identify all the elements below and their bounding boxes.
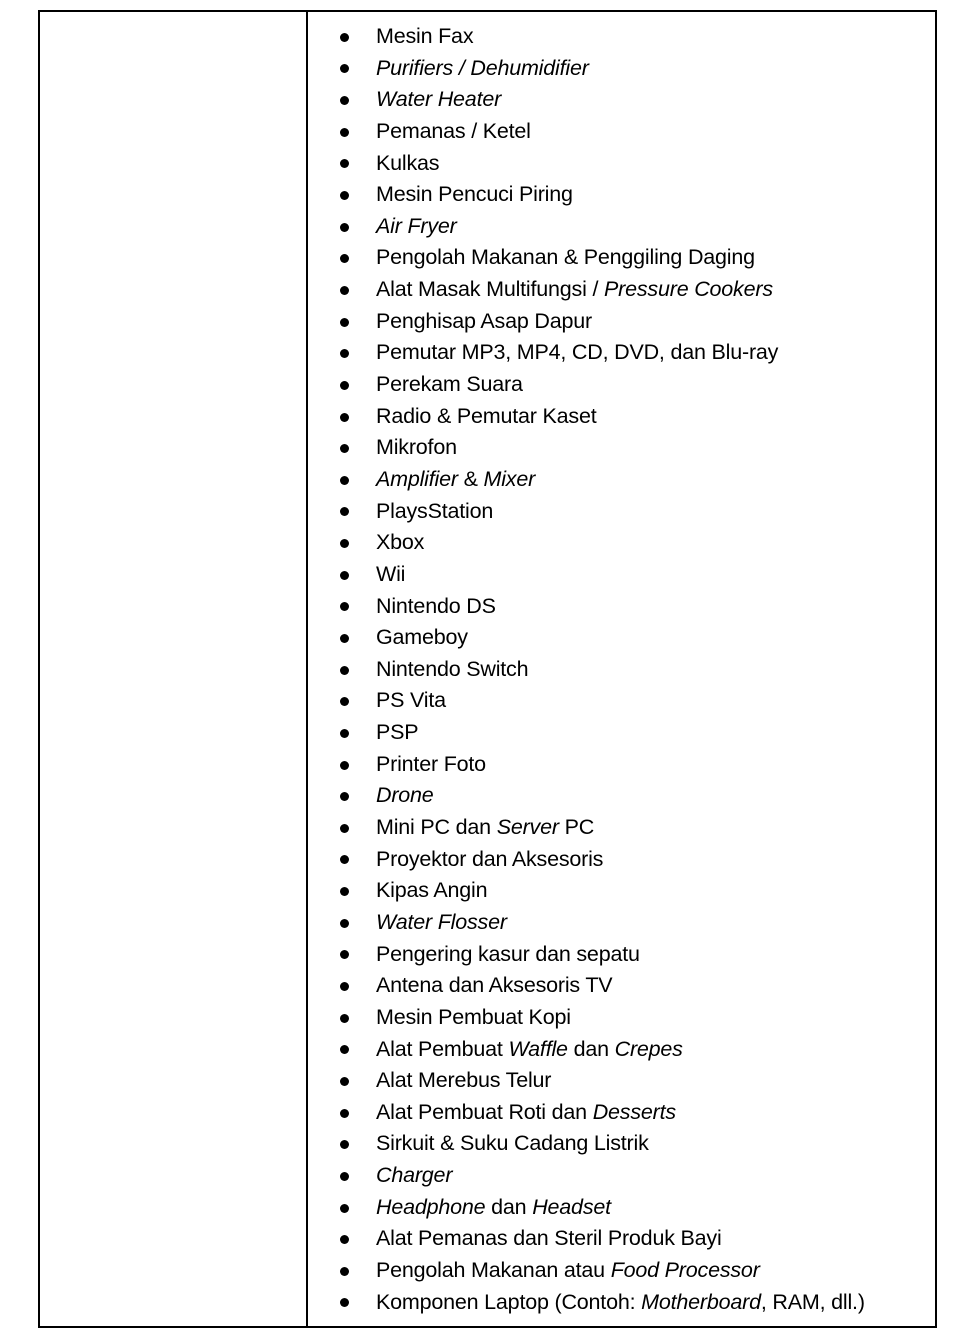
bullet-icon bbox=[340, 919, 349, 928]
list-item bbox=[308, 306, 935, 338]
item-text-italic: Pressure Cookers bbox=[604, 277, 773, 302]
list-item bbox=[308, 1255, 935, 1287]
bullet-icon bbox=[340, 381, 349, 390]
bullet-icon bbox=[340, 96, 349, 105]
list-item bbox=[308, 337, 935, 369]
bullet-icon bbox=[340, 286, 349, 295]
bullet-icon bbox=[340, 444, 349, 453]
list-item bbox=[308, 875, 935, 907]
bullet-icon bbox=[340, 64, 349, 73]
item-text: Komponen Laptop (Contoh: bbox=[376, 1289, 642, 1314]
item-text-italic: Amplifier bbox=[376, 466, 458, 491]
bullet-icon bbox=[340, 1109, 349, 1118]
list-item bbox=[308, 1128, 935, 1160]
table-left-cell bbox=[40, 12, 308, 1326]
bullet-icon bbox=[340, 1235, 349, 1244]
item-text: Sirkuit & Suku Cadang Listrik bbox=[376, 1131, 649, 1156]
list-item bbox=[308, 211, 935, 243]
item-text: dan bbox=[567, 1036, 615, 1061]
bullet-icon bbox=[340, 824, 349, 833]
list-item bbox=[308, 274, 935, 306]
list-item bbox=[308, 527, 935, 559]
list-item bbox=[308, 242, 935, 274]
item-text: Kulkas bbox=[376, 150, 440, 175]
bullet-icon bbox=[340, 159, 349, 168]
item-text: Gameboy bbox=[376, 625, 468, 650]
item-text: Alat Pembuat Roti dan bbox=[376, 1099, 593, 1124]
list-item bbox=[308, 780, 935, 812]
bullet-icon bbox=[340, 761, 349, 770]
list-item bbox=[308, 1192, 935, 1224]
list-item bbox=[308, 432, 935, 464]
list-item bbox=[308, 1097, 935, 1129]
list-item bbox=[308, 907, 935, 939]
bullet-icon bbox=[340, 950, 349, 959]
bullet-icon bbox=[340, 191, 349, 200]
bullet-icon bbox=[340, 602, 349, 611]
list-item bbox=[308, 401, 935, 433]
item-text: Kipas Angin bbox=[376, 878, 488, 903]
item-text: Proyektor dan Aksesoris bbox=[376, 846, 604, 871]
list-item bbox=[308, 496, 935, 528]
item-text-italic: Waffle bbox=[508, 1036, 568, 1061]
item-text: Antena dan Aksesoris TV bbox=[376, 973, 613, 998]
bullet-icon bbox=[340, 634, 349, 643]
bullet-icon bbox=[340, 982, 349, 991]
item-text: Mikrofon bbox=[376, 435, 457, 460]
item-text-italic: Water Flosser bbox=[376, 909, 507, 934]
item-text: PC bbox=[558, 815, 595, 840]
item-text: Mini PC dan bbox=[376, 815, 497, 840]
list-item bbox=[308, 1002, 935, 1034]
list-item bbox=[308, 591, 935, 623]
bullet-icon bbox=[340, 729, 349, 738]
item-text: Mesin Fax bbox=[376, 24, 474, 48]
table-right-cell bbox=[308, 12, 935, 1326]
bullet-icon bbox=[340, 318, 349, 327]
list-item bbox=[308, 622, 935, 654]
item-text: Xbox bbox=[376, 530, 425, 555]
list-item bbox=[308, 559, 935, 591]
product-category-table bbox=[38, 10, 937, 1328]
list-item bbox=[308, 654, 935, 686]
list-item bbox=[308, 53, 935, 85]
item-text: Alat Masak Multifungsi / bbox=[376, 277, 605, 302]
item-text: Perekam Suara bbox=[376, 372, 523, 397]
item-text: Radio & Pemutar Kaset bbox=[376, 403, 597, 428]
item-text: Mesin Pembuat Kopi bbox=[376, 1004, 571, 1029]
bullet-icon bbox=[340, 666, 349, 675]
item-text-italic: Desserts bbox=[592, 1099, 676, 1124]
item-text: PlaysStation bbox=[376, 498, 494, 523]
list-item bbox=[308, 749, 935, 781]
item-text: Wii bbox=[376, 561, 406, 586]
list-item bbox=[308, 116, 935, 148]
list-item bbox=[308, 148, 935, 180]
list-item bbox=[308, 1160, 935, 1192]
item-text: Printer Foto bbox=[376, 751, 486, 776]
list-item bbox=[308, 685, 935, 717]
item-text: Pengolah Makanan atau bbox=[376, 1257, 611, 1282]
bullet-icon bbox=[340, 571, 349, 580]
bullet-icon bbox=[340, 349, 349, 358]
item-text: PS Vita bbox=[376, 688, 446, 713]
list-item bbox=[308, 970, 935, 1002]
item-text: Alat Pembuat bbox=[376, 1036, 509, 1061]
item-text-italic: Headphone bbox=[376, 1194, 486, 1219]
item-text-italic: Mixer bbox=[483, 466, 536, 491]
bullet-icon bbox=[340, 855, 349, 864]
bullet-icon bbox=[340, 539, 349, 548]
item-text: dan bbox=[485, 1194, 533, 1219]
bullet-icon bbox=[340, 413, 349, 422]
item-text: , RAM, dll.) bbox=[760, 1289, 865, 1314]
item-text-italic: Drone bbox=[376, 783, 434, 808]
list-item bbox=[308, 1287, 935, 1319]
item-text-italic: Server bbox=[496, 815, 559, 840]
item-text-italic: Motherboard bbox=[641, 1289, 761, 1314]
list-item bbox=[308, 179, 935, 211]
list-item bbox=[308, 717, 935, 749]
bullet-icon bbox=[340, 1204, 349, 1213]
list-item bbox=[308, 844, 935, 876]
bullet-icon bbox=[340, 887, 349, 896]
bullet-icon bbox=[340, 128, 349, 137]
bullet-icon bbox=[340, 254, 349, 263]
bullet-icon bbox=[340, 1140, 349, 1149]
bullet-icon bbox=[340, 1014, 349, 1023]
item-text-italic: Water Heater bbox=[376, 87, 502, 112]
item-text: Pemutar MP3, MP4, CD, DVD, dan Blu-ray bbox=[376, 340, 779, 365]
item-text: Mesin Pencuci Piring bbox=[376, 182, 573, 207]
list-item bbox=[308, 812, 935, 844]
bullet-icon bbox=[340, 1298, 349, 1307]
bullet-icon bbox=[340, 507, 349, 516]
bullet-icon bbox=[340, 1172, 349, 1181]
list-item bbox=[308, 1223, 935, 1255]
item-text: Penghisap Asap Dapur bbox=[376, 308, 592, 333]
item-text-italic: Purifiers / Dehumidifier bbox=[376, 55, 589, 80]
item-text-italic: Food Processor bbox=[610, 1257, 760, 1282]
bullet-icon bbox=[340, 223, 349, 232]
item-text: Pemanas / Ketel bbox=[376, 118, 531, 143]
item-text-italic: Air Fryer bbox=[376, 213, 457, 238]
item-text: & bbox=[457, 466, 484, 491]
item-text-italic: Charger bbox=[376, 1163, 453, 1188]
list-item bbox=[308, 369, 935, 401]
item-text: Alat Pemanas dan Steril Produk Bayi bbox=[376, 1226, 722, 1251]
bullet-icon bbox=[340, 1267, 349, 1276]
list-item bbox=[308, 21, 935, 53]
item-text: Pengolah Makanan & Penggiling Daging bbox=[376, 245, 755, 270]
list-item bbox=[308, 1065, 935, 1097]
list-item bbox=[308, 1034, 935, 1066]
list-item bbox=[308, 84, 935, 116]
list-item bbox=[308, 464, 935, 496]
item-text-italic: Crepes bbox=[614, 1036, 683, 1061]
bullet-icon bbox=[340, 33, 349, 42]
bullet-icon bbox=[340, 697, 349, 706]
item-text-italic: Headset bbox=[532, 1194, 611, 1219]
bullet-icon bbox=[340, 476, 349, 485]
bullet-icon bbox=[340, 1077, 349, 1086]
item-text: Alat Merebus Telur bbox=[376, 1068, 552, 1093]
item-text: Pengering kasur dan sepatu bbox=[376, 941, 640, 966]
bullet-icon bbox=[340, 792, 349, 801]
list-item bbox=[308, 939, 935, 971]
bulleted-item-list bbox=[308, 21, 935, 1318]
bullet-icon bbox=[340, 1045, 349, 1054]
item-text: Nintendo Switch bbox=[376, 656, 529, 681]
item-text: PSP bbox=[376, 720, 419, 745]
item-text: Nintendo DS bbox=[376, 593, 496, 618]
